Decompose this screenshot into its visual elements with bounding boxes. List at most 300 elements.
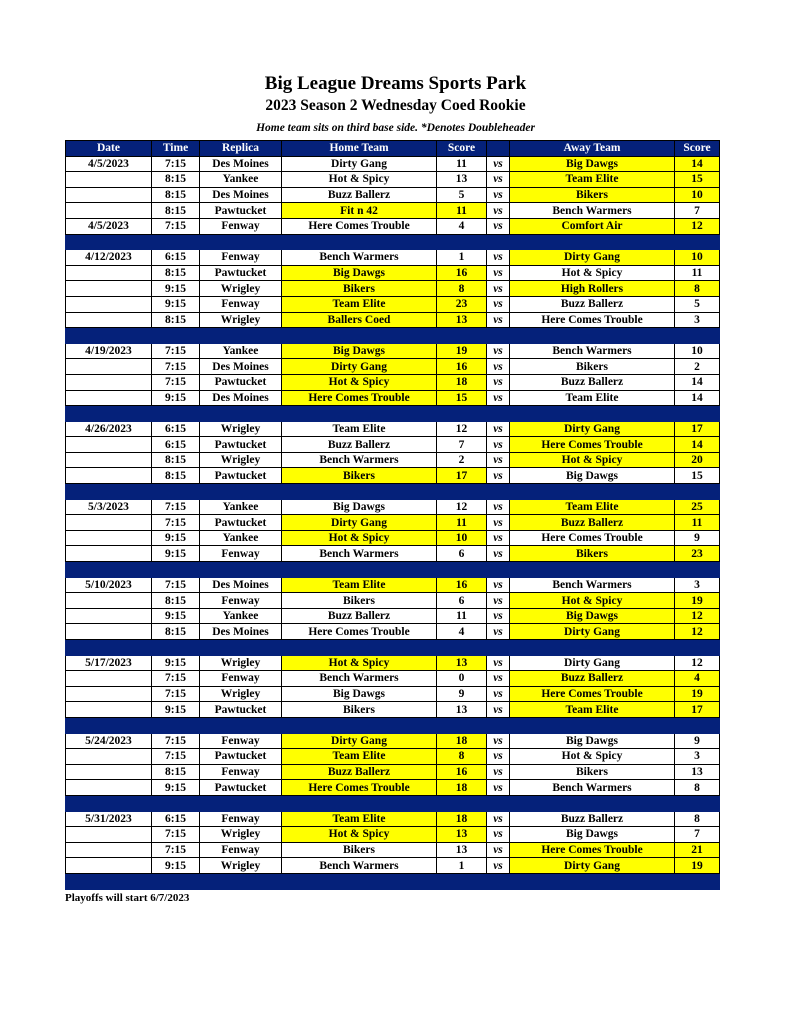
home-score: 16 [437, 764, 487, 780]
separator-cell [282, 640, 437, 656]
home-score: 11 [437, 608, 487, 624]
away-team: Bench Warmers [510, 780, 675, 796]
away-team: Dirty Gang [510, 421, 675, 437]
game-date: 5/24/2023 [66, 733, 152, 749]
separator-cell [66, 328, 152, 344]
home-team: Here Comes Trouble [282, 218, 437, 234]
vs-label: vs [487, 827, 510, 843]
home-team: Bench Warmers [282, 250, 437, 266]
vs-label: vs [487, 359, 510, 375]
footer-note: Playoffs will start 6/7/2023 [65, 892, 190, 904]
table-row [66, 749, 720, 765]
game-date [66, 546, 152, 562]
game-time: 7:15 [152, 749, 200, 765]
game-date [66, 452, 152, 468]
game-date: 4/12/2023 [66, 250, 152, 266]
home-team: Team Elite [282, 421, 437, 437]
home-score: 2 [437, 452, 487, 468]
separator-cell [66, 873, 152, 889]
away-team: Big Dawgs [510, 608, 675, 624]
home-team: Here Comes Trouble [282, 390, 437, 406]
away-team: Bikers [510, 764, 675, 780]
home-team: Bench Warmers [282, 858, 437, 874]
game-replica: Yankee [200, 172, 282, 188]
away-score: 10 [675, 250, 720, 266]
schedule-body [66, 156, 720, 889]
home-team: Bikers [282, 593, 437, 609]
game-replica: Wrigley [200, 858, 282, 874]
away-team: Dirty Gang [510, 858, 675, 874]
vs-label: vs [487, 608, 510, 624]
separator-cell [152, 795, 200, 811]
table-row [66, 374, 720, 390]
table-row [66, 187, 720, 203]
table-row [66, 390, 720, 406]
game-time: 8:15 [152, 764, 200, 780]
col-header-away-score: Score [675, 141, 720, 157]
away-team: High Rollers [510, 281, 675, 297]
game-replica: Des Moines [200, 156, 282, 172]
away-score: 14 [675, 437, 720, 453]
game-replica: Pawtucket [200, 702, 282, 718]
away-score: 13 [675, 764, 720, 780]
separator-cell [200, 795, 282, 811]
vs-label: vs [487, 733, 510, 749]
table-row [66, 764, 720, 780]
separator-cell [66, 234, 152, 250]
schedule-table [65, 140, 720, 890]
table-row [66, 203, 720, 219]
away-score: 19 [675, 858, 720, 874]
game-date [66, 858, 152, 874]
game-time: 7:15 [152, 359, 200, 375]
home-team: Fit n 42 [282, 203, 437, 219]
vs-label: vs [487, 281, 510, 297]
game-time: 8:15 [152, 312, 200, 328]
game-time: 9:15 [152, 655, 200, 671]
away-team: Bikers [510, 546, 675, 562]
week-separator [66, 406, 720, 422]
game-time: 7:15 [152, 343, 200, 359]
home-team: Big Dawgs [282, 343, 437, 359]
table-row [66, 842, 720, 858]
separator-cell [437, 234, 487, 250]
away-score: 11 [675, 265, 720, 281]
away-score: 19 [675, 593, 720, 609]
table-row [66, 577, 720, 593]
game-date: 4/5/2023 [66, 156, 152, 172]
home-score: 15 [437, 390, 487, 406]
separator-cell [200, 328, 282, 344]
home-team: Team Elite [282, 811, 437, 827]
game-replica: Des Moines [200, 577, 282, 593]
home-score: 1 [437, 250, 487, 266]
separator-cell [487, 873, 510, 889]
separator-cell [152, 406, 200, 422]
away-score: 12 [675, 608, 720, 624]
table-row [66, 624, 720, 640]
separator-cell [66, 795, 152, 811]
week-separator [66, 873, 720, 889]
vs-label: vs [487, 749, 510, 765]
table-row [66, 499, 720, 515]
col-header-time: Time [152, 141, 200, 157]
game-replica: Pawtucket [200, 203, 282, 219]
away-score: 12 [675, 218, 720, 234]
separator-cell [437, 328, 487, 344]
home-team: Team Elite [282, 749, 437, 765]
game-replica: Des Moines [200, 624, 282, 640]
game-time: 7:15 [152, 842, 200, 858]
col-header-away-team: Away Team [510, 141, 675, 157]
home-score: 18 [437, 811, 487, 827]
vs-label: vs [487, 390, 510, 406]
separator-cell [437, 562, 487, 578]
separator-cell [675, 406, 720, 422]
home-score: 17 [437, 468, 487, 484]
week-separator [66, 795, 720, 811]
separator-cell [510, 562, 675, 578]
away-team: Bikers [510, 359, 675, 375]
away-score: 12 [675, 624, 720, 640]
game-date: 5/3/2023 [66, 499, 152, 515]
home-team: Hot & Spicy [282, 374, 437, 390]
separator-cell [675, 328, 720, 344]
vs-label: vs [487, 546, 510, 562]
game-date [66, 749, 152, 765]
away-team: Here Comes Trouble [510, 686, 675, 702]
game-time: 9:15 [152, 281, 200, 297]
home-score: 12 [437, 421, 487, 437]
away-team: Bench Warmers [510, 343, 675, 359]
table-row [66, 733, 720, 749]
separator-cell [675, 873, 720, 889]
game-replica: Pawtucket [200, 749, 282, 765]
home-score: 4 [437, 218, 487, 234]
table-row [66, 671, 720, 687]
separator-cell [200, 717, 282, 733]
separator-cell [437, 640, 487, 656]
separator-cell [152, 484, 200, 500]
separator-cell [152, 234, 200, 250]
separator-cell [510, 484, 675, 500]
game-date [66, 686, 152, 702]
vs-label: vs [487, 702, 510, 718]
separator-cell [282, 717, 437, 733]
away-score: 17 [675, 421, 720, 437]
vs-label: vs [487, 686, 510, 702]
away-score: 15 [675, 468, 720, 484]
away-score: 3 [675, 749, 720, 765]
table-row [66, 686, 720, 702]
vs-label: vs [487, 250, 510, 266]
home-score: 18 [437, 374, 487, 390]
game-date [66, 624, 152, 640]
game-replica: Fenway [200, 733, 282, 749]
away-score: 9 [675, 733, 720, 749]
away-team: Dirty Gang [510, 250, 675, 266]
vs-label: vs [487, 780, 510, 796]
away-team: Team Elite [510, 390, 675, 406]
home-score: 13 [437, 312, 487, 328]
game-time: 7:15 [152, 218, 200, 234]
col-header-home-team: Home Team [282, 141, 437, 157]
separator-cell [437, 873, 487, 889]
table-row [66, 702, 720, 718]
separator-cell [675, 640, 720, 656]
vs-label: vs [487, 468, 510, 484]
game-replica: Des Moines [200, 390, 282, 406]
away-score: 4 [675, 671, 720, 687]
game-date [66, 827, 152, 843]
separator-cell [487, 795, 510, 811]
game-replica: Yankee [200, 499, 282, 515]
game-replica: Fenway [200, 593, 282, 609]
separator-cell [152, 873, 200, 889]
table-row [66, 608, 720, 624]
game-time: 9:15 [152, 780, 200, 796]
vs-label: vs [487, 203, 510, 219]
home-score: 11 [437, 203, 487, 219]
vs-label: vs [487, 218, 510, 234]
game-date [66, 296, 152, 312]
home-team: Bikers [282, 468, 437, 484]
separator-cell [66, 562, 152, 578]
separator-cell [510, 795, 675, 811]
week-separator [66, 484, 720, 500]
separator-cell [66, 640, 152, 656]
table-row [66, 312, 720, 328]
away-team: Buzz Ballerz [510, 296, 675, 312]
home-score: 8 [437, 749, 487, 765]
vs-label: vs [487, 624, 510, 640]
away-team: Bench Warmers [510, 203, 675, 219]
away-score: 17 [675, 702, 720, 718]
game-date [66, 702, 152, 718]
away-team: Hot & Spicy [510, 749, 675, 765]
vs-label: vs [487, 452, 510, 468]
game-date [66, 172, 152, 188]
game-time: 8:15 [152, 203, 200, 219]
separator-cell [282, 328, 437, 344]
away-score: 12 [675, 655, 720, 671]
home-score: 11 [437, 156, 487, 172]
game-time: 9:15 [152, 702, 200, 718]
separator-cell [675, 562, 720, 578]
game-time: 7:15 [152, 827, 200, 843]
home-score: 16 [437, 577, 487, 593]
game-time: 8:15 [152, 452, 200, 468]
game-replica: Wrigley [200, 281, 282, 297]
away-score: 8 [675, 811, 720, 827]
away-team: Comfort Air [510, 218, 675, 234]
separator-cell [200, 562, 282, 578]
game-replica: Fenway [200, 764, 282, 780]
home-score: 1 [437, 858, 487, 874]
away-team: Bench Warmers [510, 577, 675, 593]
away-score: 2 [675, 359, 720, 375]
separator-cell [282, 873, 437, 889]
game-replica: Fenway [200, 218, 282, 234]
vs-label: vs [487, 655, 510, 671]
home-score: 13 [437, 172, 487, 188]
home-team: Big Dawgs [282, 265, 437, 281]
game-time: 8:15 [152, 468, 200, 484]
vs-label: vs [487, 156, 510, 172]
game-time: 9:15 [152, 608, 200, 624]
vs-label: vs [487, 577, 510, 593]
separator-cell [200, 873, 282, 889]
table-row [66, 281, 720, 297]
home-team: Dirty Gang [282, 359, 437, 375]
table-row [66, 218, 720, 234]
game-replica: Fenway [200, 296, 282, 312]
home-score: 10 [437, 530, 487, 546]
game-time: 8:15 [152, 187, 200, 203]
away-team: Hot & Spicy [510, 265, 675, 281]
home-score: 13 [437, 702, 487, 718]
game-time: 9:15 [152, 390, 200, 406]
game-date [66, 374, 152, 390]
away-team: Here Comes Trouble [510, 842, 675, 858]
away-score: 15 [675, 172, 720, 188]
away-score: 11 [675, 515, 720, 531]
home-score: 11 [437, 515, 487, 531]
week-separator [66, 562, 720, 578]
game-date [66, 281, 152, 297]
game-replica: Fenway [200, 671, 282, 687]
separator-cell [510, 873, 675, 889]
away-team: Buzz Ballerz [510, 374, 675, 390]
table-row [66, 437, 720, 453]
home-team: Team Elite [282, 296, 437, 312]
home-score: 16 [437, 265, 487, 281]
home-score: 13 [437, 842, 487, 858]
week-separator [66, 717, 720, 733]
table-row [66, 172, 720, 188]
game-time: 8:15 [152, 624, 200, 640]
game-date: 5/10/2023 [66, 577, 152, 593]
game-replica: Wrigley [200, 312, 282, 328]
vs-label: vs [487, 858, 510, 874]
away-team: Buzz Ballerz [510, 811, 675, 827]
game-time: 9:15 [152, 858, 200, 874]
separator-cell [487, 640, 510, 656]
table-row [66, 296, 720, 312]
home-score: 9 [437, 686, 487, 702]
game-date [66, 780, 152, 796]
game-replica: Pawtucket [200, 374, 282, 390]
vs-label: vs [487, 296, 510, 312]
table-row [66, 265, 720, 281]
game-time: 7:15 [152, 515, 200, 531]
table-row [66, 780, 720, 796]
away-score: 19 [675, 686, 720, 702]
home-team: Big Dawgs [282, 686, 437, 702]
vs-label: vs [487, 172, 510, 188]
table-row [66, 452, 720, 468]
game-date: 4/19/2023 [66, 343, 152, 359]
separator-cell [437, 717, 487, 733]
away-score: 10 [675, 343, 720, 359]
away-score: 9 [675, 530, 720, 546]
page-subtitle: 2023 Season 2 Wednesday Coed Rookie [265, 97, 526, 114]
game-date [66, 203, 152, 219]
vs-label: vs [487, 437, 510, 453]
away-team: Team Elite [510, 499, 675, 515]
table-row [66, 156, 720, 172]
game-time: 8:15 [152, 265, 200, 281]
separator-cell [487, 234, 510, 250]
home-team: Hot & Spicy [282, 655, 437, 671]
game-replica: Wrigley [200, 655, 282, 671]
vs-label: vs [487, 811, 510, 827]
vs-label: vs [487, 530, 510, 546]
separator-cell [282, 406, 437, 422]
separator-cell [487, 717, 510, 733]
away-team: Big Dawgs [510, 827, 675, 843]
game-replica: Pawtucket [200, 468, 282, 484]
home-score: 4 [437, 624, 487, 640]
game-date [66, 312, 152, 328]
home-score: 16 [437, 359, 487, 375]
home-score: 6 [437, 593, 487, 609]
game-date [66, 187, 152, 203]
game-time: 9:15 [152, 296, 200, 312]
separator-cell [152, 328, 200, 344]
game-date: 4/26/2023 [66, 421, 152, 437]
week-separator [66, 328, 720, 344]
game-replica: Fenway [200, 250, 282, 266]
home-score: 0 [437, 671, 487, 687]
separator-cell [437, 406, 487, 422]
table-row [66, 359, 720, 375]
vs-label: vs [487, 499, 510, 515]
table-row [66, 250, 720, 266]
away-team: Dirty Gang [510, 624, 675, 640]
table-row [66, 515, 720, 531]
separator-cell [152, 640, 200, 656]
home-score: 5 [437, 187, 487, 203]
separator-cell [675, 234, 720, 250]
home-team: Ballers Coed [282, 312, 437, 328]
game-time: 6:15 [152, 811, 200, 827]
game-replica: Yankee [200, 343, 282, 359]
game-date: 5/31/2023 [66, 811, 152, 827]
game-time: 7:15 [152, 686, 200, 702]
game-date [66, 608, 152, 624]
home-team: Dirty Gang [282, 156, 437, 172]
home-team: Dirty Gang [282, 515, 437, 531]
home-score: 18 [437, 733, 487, 749]
separator-cell [487, 484, 510, 500]
away-score: 8 [675, 281, 720, 297]
vs-label: vs [487, 842, 510, 858]
away-team: Buzz Ballerz [510, 515, 675, 531]
table-row [66, 655, 720, 671]
home-team: Dirty Gang [282, 733, 437, 749]
game-date [66, 468, 152, 484]
home-score: 18 [437, 780, 487, 796]
vs-label: vs [487, 265, 510, 281]
game-replica: Fenway [200, 842, 282, 858]
game-replica: Fenway [200, 811, 282, 827]
home-team: Bench Warmers [282, 452, 437, 468]
home-score: 8 [437, 281, 487, 297]
home-team: Buzz Ballerz [282, 764, 437, 780]
game-replica: Wrigley [200, 686, 282, 702]
game-date [66, 764, 152, 780]
